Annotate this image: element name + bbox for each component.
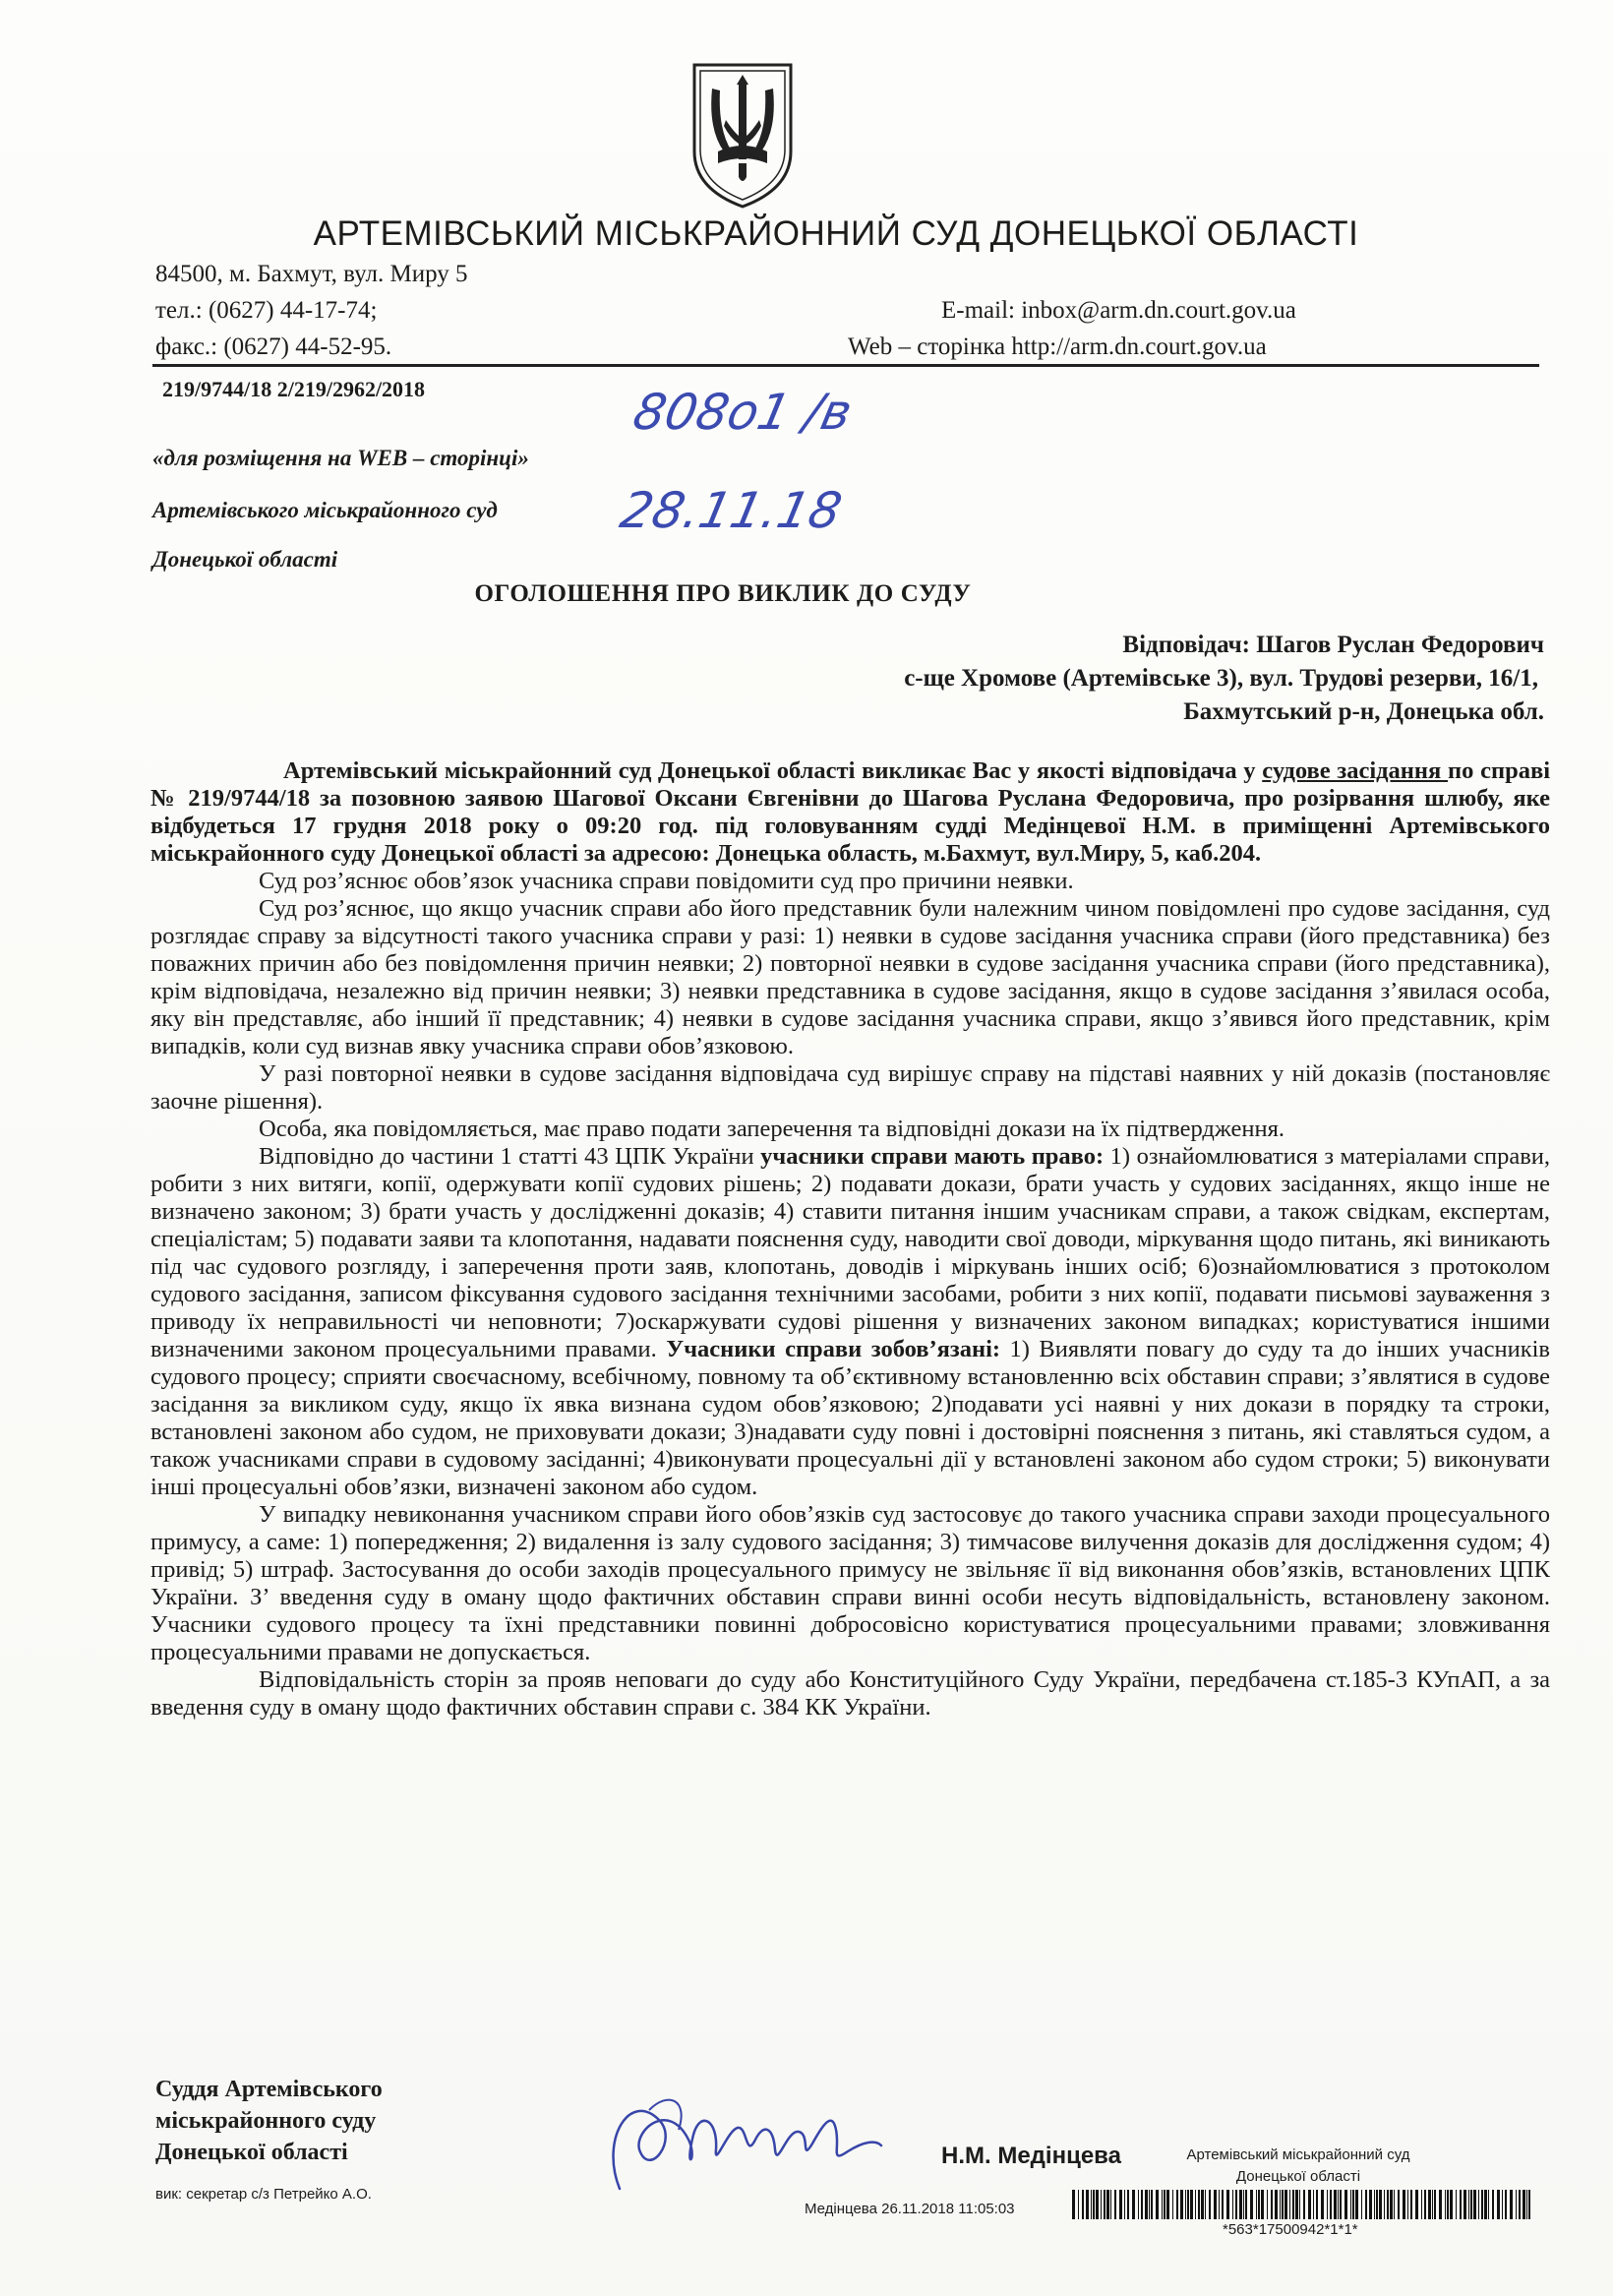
coat-of-arms-emblem	[688, 61, 797, 211]
court-fax: факс.: (0627) 44-52-95.	[155, 333, 392, 360]
paragraph-repeat-absence: У разі повторної неявки в судове засідання відповідача суд вирішує справу на підставі наявних у ній доказів (постановляє заочне рішення).	[150, 1060, 1550, 1115]
rights-list: 1) ознайомлюватися з матеріалами справи, робити з них витяги, копії, одержувати копії судових рішень; 2) подавати докази, брати участь у судових засіданнях, якщо інше не визначено законом; 3) брати участь у дослідженні доказів; 4) ставити питання іншим учасникам справи, а також свідкам, експертам, спеціалістам; 5) подавати заяви та клопотання, надавати пояснення суду, наводити свої доводи, міркування щодо питань, які виникають під час судового розгляду, і заперечення проти заяв, клопотань, доводів і міркувань інших осіб; 6)ознайомлюватися з протоколом судового засідання, записом фіксування судового засідання технічними засобами, робити з них копії, подавати письмові зауваження з приводу їх неправильності чи неповноти; 7)оскаржувати судові рішення у визначених законом випадках; користуватися іншими визначеними законом процесуальними правами.	[150, 1143, 1550, 1362]
summons-text-underlined: судове засідання	[1262, 757, 1449, 784]
executor-secretary: вик: секретар с/з Петрейко А.О.	[155, 2186, 372, 2203]
court-email: E-mail: inbox@arm.dn.court.gov.ua	[941, 297, 1296, 324]
header-divider	[152, 364, 1539, 367]
paragraph-liability: Відповідальність сторін за прояв неповаги до суду або Конституційного Суду України, передбачена ст.185-3 КУпАП, а за введення суду в оману щодо фактичних обставин справи с. 384 КК України.	[150, 1666, 1550, 1721]
case-numbers: 219/9744/18 2/219/2962/2018	[162, 377, 426, 401]
document-title: ОГОЛОШЕННЯ ПРО ВИКЛИК ДО СУДУ	[474, 580, 972, 607]
court-web: Web – сторінка http://arm.dn.court.gov.ua	[848, 333, 1267, 360]
signature-title-line2: міськрайонного суду	[155, 2108, 377, 2134]
signature-title-line3: Донецької області	[155, 2140, 348, 2165]
document-barcode	[1072, 2190, 1534, 2219]
summons-paragraph	[150, 757, 1550, 868]
summons-text-end: по справі № 219/9744/18 за позовною заявою Шагової Оксани Євгенівни до Шагова Руслана Федоровича, про розірвання шлюбу, яке відбудеться 17 грудня 2018 року о 09:20 год. під головуванням судді Медінцевої Н.М. в приміщенні Артемівського міськрайонного суду Донецької області за адресою: Донецька область, м.Бахмут, вул.Миру, 5, каб.204.	[150, 757, 1551, 867]
respondent-address: с-ще Хромове (Артемівське 3), вул. Трудові резерви, 16/1,	[904, 665, 1538, 692]
electronic-stamp	[1175, 2145, 1421, 2188]
respondent-name: Відповідач: Шагов Руслан Федорович	[1122, 632, 1544, 658]
court-title: АРТЕМІВСЬКИЙ МІСЬКРАЙОННИЙ СУД ДОНЕЦЬКОЇ ОБЛАСТІ	[313, 214, 1359, 253]
judge-signature-title	[155, 2074, 383, 2168]
rights-heading: учасники справи мають право:	[760, 1143, 1105, 1170]
paragraph-absence-consequences: Суд роз’яснює, що якщо учасник справи або його представник були належним чином повідомлені про судове засідання, суд розглядає справу за відсутності такого учасника справи у разі: 1) неявки в судове засідання учасника справи (його представника) без поважних причин або без повідомлення причин неявки; 2) повторної неявки в судове засідання учасника справи (його представника), крім відповідача, незалежно від причин неявки; 3) неявки представника в судове засідання, якщо в судове засідання з’явилася особа, яку він представляє, або інший її представник; 4) неявки в судове засідання учасника справи, якщо з’явився його представник, крім випадків, коли суд визнав явку учасника справи обов’язковою.	[150, 895, 1550, 1059]
signature-title-line1: Суддя Артемівського	[155, 2077, 383, 2102]
judge-name: Н.М. Медінцева	[941, 2143, 1121, 2169]
barcode-number: *563*17500942*1*1*	[1223, 2221, 1358, 2238]
web-placement-line1: «для розміщення на WEB – сторінці»	[152, 446, 529, 470]
handwritten-date-note: 28.11.18	[615, 482, 847, 539]
paragraph-absence-duty: Суд роз’яснює обов’язок учасника справи повідомити суд про причини неявки.	[259, 868, 1074, 894]
rights-intro: Відповідно до частини 1 статті 43 ЦПК України	[259, 1143, 761, 1170]
web-placement-line2: Артемівського міськрайонного суд	[152, 498, 498, 522]
handwritten-signature	[590, 2081, 885, 2199]
stamp-region: Донецької області	[1235, 2168, 1361, 2185]
duties-heading: Учасники справи зобов’язані:	[666, 1336, 1001, 1362]
notice-body	[150, 757, 1550, 1722]
web-placement-line3: Донецької області	[152, 547, 338, 572]
paragraph-rights-duties	[150, 1143, 1550, 1501]
signature-timestamp: Медінцева 26.11.2018 11:05:03	[805, 2201, 1015, 2217]
court-phone: тел.: (0627) 44-17-74;	[155, 297, 378, 324]
duties-list: 1) Виявляти повагу до суду та до інших учасників судового процесу; сприяти своєчасному, всебічному, повному та об’єктивному встановленню всіх обставин справи; з’являтися в судове засідання за викликом суду, якщо їх явка визнана судом обов’язковою; 2)подавати усі наявні у них докази в порядку та строки, встановлені законом або судом, не приховувати докази; 3)надавати суду повні і достовірні пояснення з питань, які ставляться судом, а також учасниками справи в судовому засіданні; 4)виконувати процесуальні дії у встановлені законом або судом строки; 5) виконувати інші процесуальні обов’язки, визначені законом або судом.	[150, 1336, 1550, 1500]
paragraph-objections-right: Особа, яка повідомляється, має право подати заперечення та відповідні докази на їх підтвердження.	[259, 1116, 1284, 1142]
handwritten-registration-note: 808о1 /в	[627, 384, 858, 441]
paragraph-coercion-measures: У випадку невиконання учасником справи його обов’язків суд застосовує до такого учасника справи заходи процесуального примусу, а саме: 1) попередження; 2) видалення із залу судового засідання; 3) тимчасове вилучення доказів для дослідження судом; 4) привід; 5) штраф. Застосування до особи заходів процесуального примусу не звільняє її від виконання обов’язків, встановлених ЦПК України. З’ введення суду в оману щодо фактичних обставин справи винні особи несуть відповідальність, встановлену законом. Учасники судового процесу та їхні представники повинні добросовісно користуватися процесуальними правами; зловживання процесуальними правами не допускається.	[150, 1501, 1550, 1665]
stamp-court-name: Артемівський міськрайонний суд	[1186, 2146, 1410, 2163]
court-address: 84500, м. Бахмут, вул. Миру 5	[155, 261, 468, 287]
summons-text-start: Артемівський міськрайонний суд Донецької області викликає Вас у якості відповідача у	[283, 757, 1263, 784]
respondent-district: Бахмутський р-н, Донецька обл.	[1183, 698, 1544, 725]
